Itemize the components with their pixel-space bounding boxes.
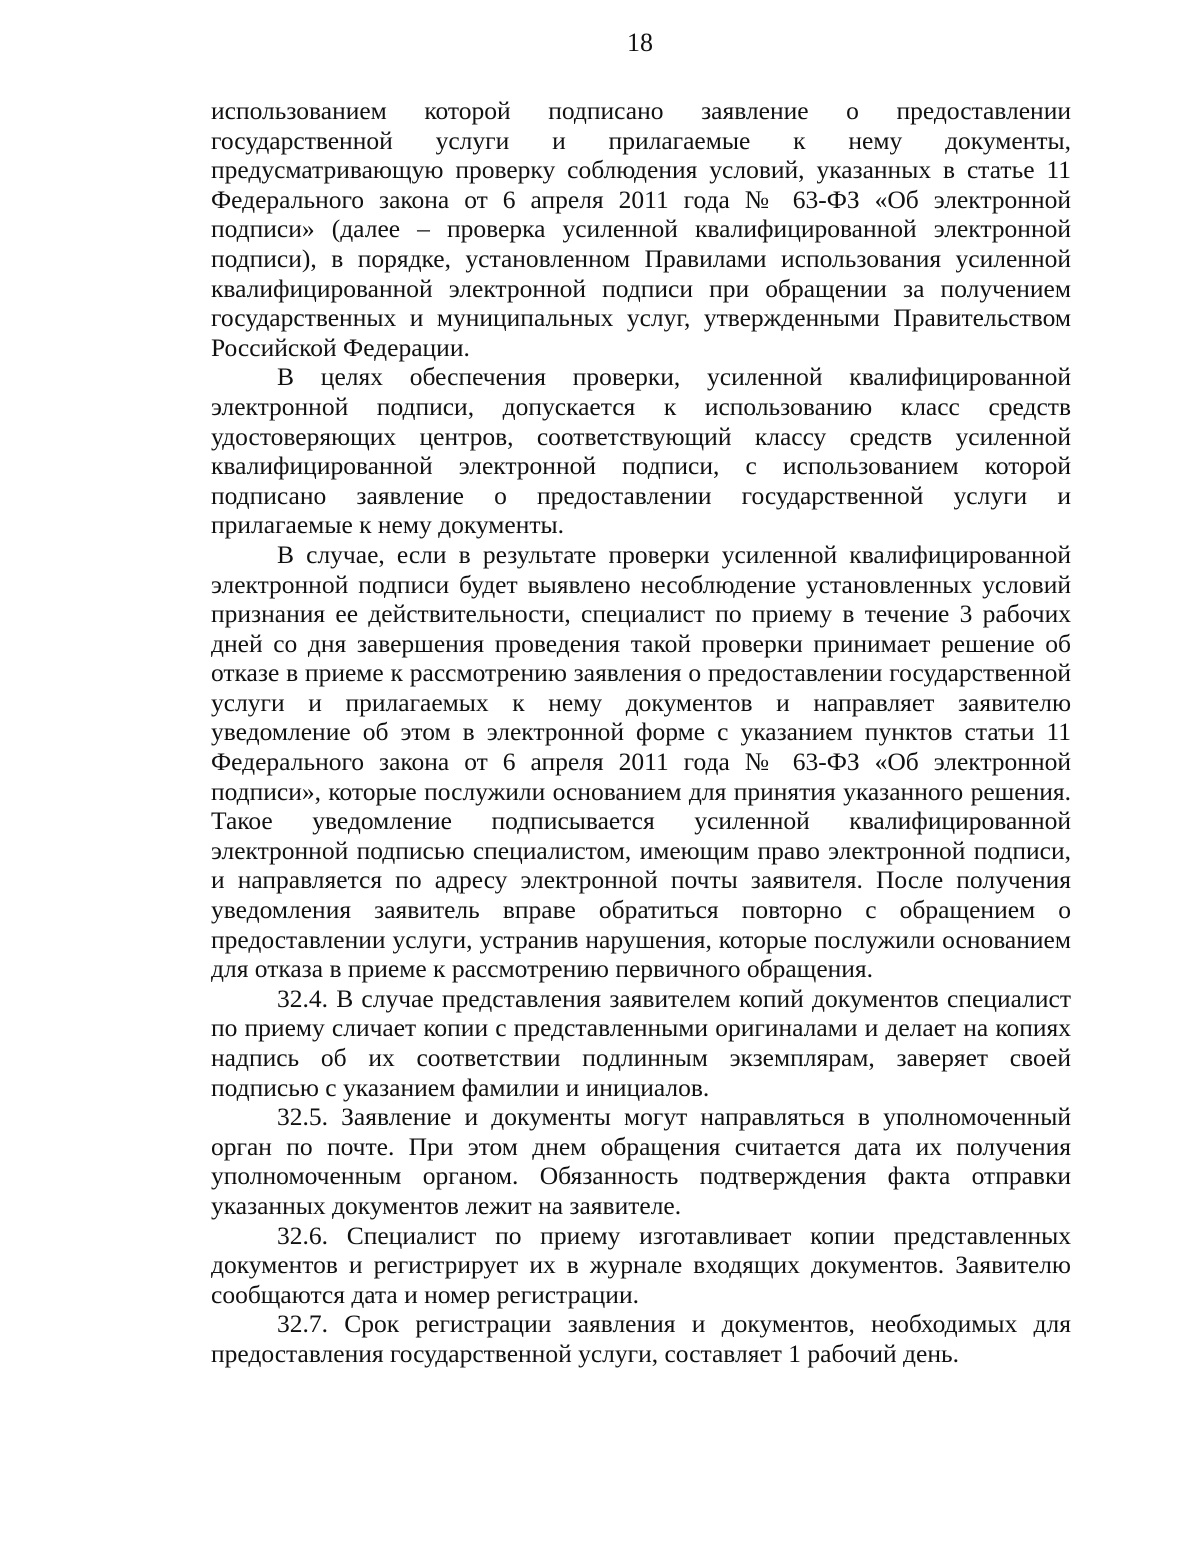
paragraph-32-4: 32.4. В случае представления заявителем копий документов специалист по приему сличает копии с представленными оригиналами и делает на копиях надпись об их соответствии подлинным экземплярам, заверяет своей подписью с указанием фамилии и инициалов. <box>211 983 1071 1102</box>
paragraph-continuation: использованием которой подписано заявление о предоставлении государственной услуги и прилагаемые к нему документы, предусматривающую проверку соблюдения условий, указанных в статье 11 Федерального закона от 6 апреля 2011 года № 63-ФЗ «Об электронной подписи» (далее – проверка усиленной квалифицированной электронной подписи), в порядке, установленном Правилами использования усиленной квалифицированной электронной подписи при обращении за получением государственных и муниципальных услуг, утвержденными Правительством Российской Федерации. <box>211 96 1071 362</box>
paragraph-32-5: 32.5. Заявление и документы могут направляться в уполномоченный орган по почте. При этом днем обращения считается дата их получения уполномоченным органом. Обязанность подтверждения факта отправки указанных документов лежит на заявителе. <box>211 1102 1071 1220</box>
paragraph-32-7: 32.7. Срок регистрации заявления и документов, необходимых для предоставления государственной услуги, составляет 1 рабочий день. <box>211 1309 1071 1368</box>
page-number: 18 <box>627 28 653 57</box>
paragraph-signature-check: В целях обеспечения проверки, усиленной квалифицированной электронной подписи, допускается к использованию класс средств удостоверяющих центров, соответствующий классу средств усиленной квалифицированной электронной подписи, с использованием которой подписано заявление о предоставлении государственной услуги и прилагаемые к нему документы. <box>211 362 1071 540</box>
paragraph-32-6: 32.6. Специалист по приему изготавливает копии представленных документов и регистрирует их в журнале входящих документов. Заявителю сообщаются дата и номер регистрации. <box>211 1220 1071 1309</box>
paragraph-refusal: В случае, если в результате проверки усиленной квалифицированной электронной подписи будет выявлено несоблюдение установленных условий признания ее действительности, специалист по приему в течение 3 рабочих дней со дня завершения проведения такой проверки принимает решение об отказе в приеме к рассмотрению заявления о предоставлении государственной услуги и прилагаемых к нему документов и направляет заявителю уведомление об этом в электронной форме с указанием пунктов статьи 11 Федерального закона от 6 апреля 2011 года № 63-ФЗ «Об электронной подписи», которые послужили основанием для принятия указанного решения. Такое уведомление подписывается усиленной квалифицированной электронной подписью специалистом, имеющим право электронной подписи, и направляется по адресу электронной почты заявителя. После получения уведомления заявитель вправе обратиться повторно с обращением о предоставлении услуги, устранив нарушения, которые послужили основанием для отказа в приеме к рассмотрению первичного обращения. <box>211 539 1071 984</box>
document-body <box>211 96 1071 1369</box>
